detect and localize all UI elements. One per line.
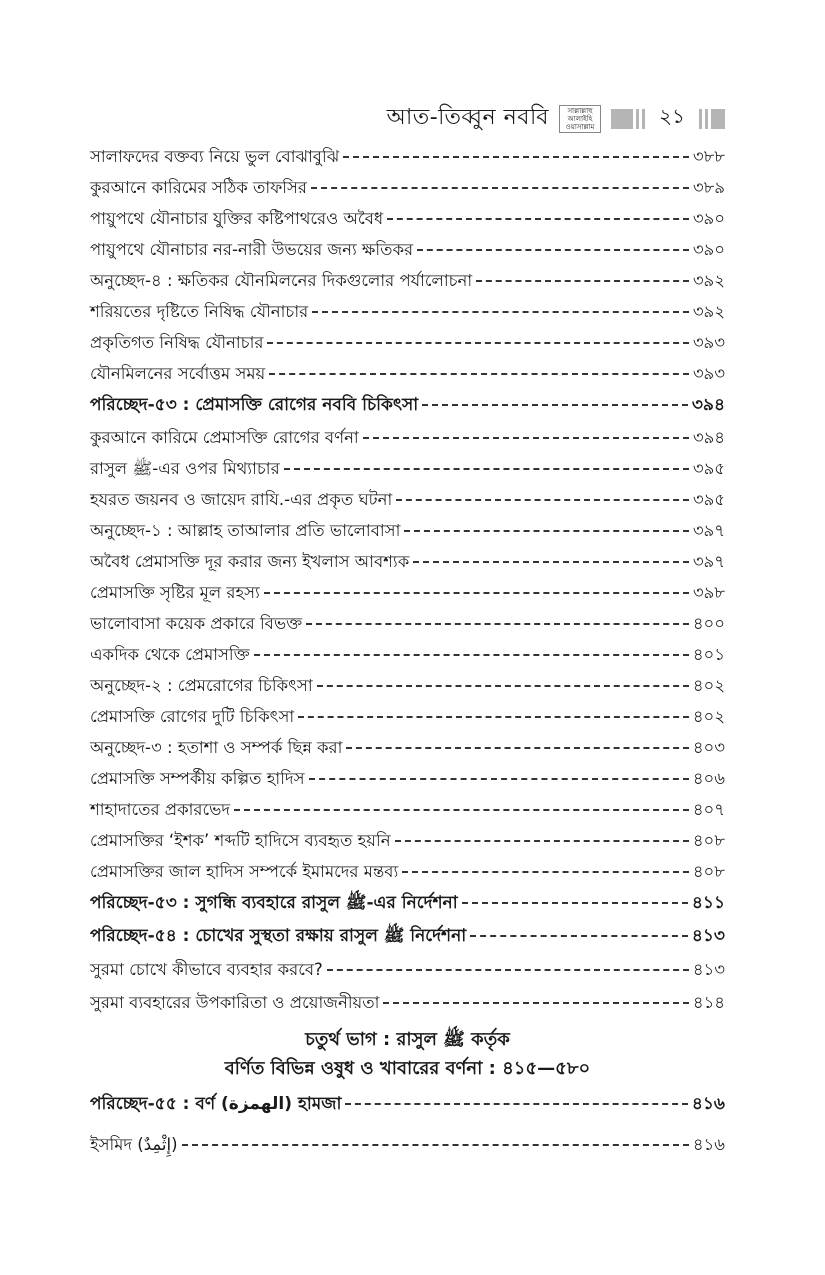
- toc-entry: [90, 986, 725, 1019]
- toc-entry: [90, 763, 725, 794]
- toc-entry-page: ৪১৪: [692, 993, 725, 1012]
- dot-leader: [422, 403, 688, 406]
- toc-entry-page: ৪০২: [692, 676, 725, 695]
- toc-entry-page: ৩৯০: [692, 240, 725, 259]
- toc-entry: [90, 577, 725, 608]
- dot-leader: [311, 186, 689, 189]
- toc-entry-label: একদিক থেকে প্রেমাসক্তি: [90, 645, 250, 664]
- toc-chapter-entry: [90, 1083, 725, 1125]
- dot-leader: [234, 808, 689, 811]
- dot-leader: [413, 560, 689, 563]
- toc-entry: [90, 953, 725, 986]
- dot-leader: [317, 684, 689, 687]
- toc-entry-page: ৪০৭: [692, 800, 725, 819]
- toc-entry-page: ৩৯৫: [692, 459, 725, 478]
- toc-entry: [90, 234, 725, 265]
- dot-leader: [470, 934, 688, 937]
- toc-entry-page: ৪০০: [692, 614, 725, 633]
- toc-entry-label: পায়ুপথে যৌনাচার যুক্তির কষ্টিপাথরেও অবৈধ: [90, 209, 384, 228]
- toc-entry-page: ৩৯৭: [692, 521, 725, 540]
- dot-leader: [345, 1102, 687, 1105]
- dot-leader: [383, 1001, 688, 1004]
- toc-entry-page: ৪০২: [692, 707, 725, 726]
- toc-entry: [90, 825, 725, 856]
- toc-entry-label: পরিচ্ছেদ-৫৩ : সুগন্ধি ব্যবহারে রাসুল ﷺ-এর নির্দেশনা: [90, 893, 458, 913]
- toc-entry-label: অনুচ্ছেদ-২ : প্রেমরোগের চিকিৎসা: [90, 676, 313, 695]
- page-number: ২১: [659, 104, 685, 128]
- dot-leader: [476, 279, 689, 282]
- toc-entry-page: ৪১৬: [692, 1135, 725, 1154]
- toc-entry: [90, 701, 725, 732]
- dot-leader: [417, 248, 689, 251]
- table-of-contents: [90, 141, 725, 1165]
- dot-leader: [182, 1143, 689, 1146]
- toc-entry-label: সুরমা চোখে কীভাবে ব্যবহার করবে?: [90, 960, 323, 979]
- toc-entry-page: ৪০১: [692, 645, 725, 664]
- toc-entry-label: সুরমা ব্যবহারের উপকারিতা ও প্রয়োজনীয়তা: [90, 993, 380, 1012]
- toc-entry-page: ৪০৮: [692, 831, 725, 850]
- toc-entry-page: ৩৯৪: [692, 428, 725, 447]
- toc-entry-label: যৌনমিলনের সর্বোত্তম সময়: [90, 364, 266, 383]
- dot-leader: [254, 653, 689, 656]
- toc-entry-page: ৩৮৮: [692, 147, 725, 166]
- dot-leader: [363, 436, 689, 439]
- toc-entry-page: ৪০৬: [692, 769, 725, 788]
- decorative-bars-right: [699, 109, 725, 129]
- toc-entry: [90, 608, 725, 639]
- dot-leader: [396, 498, 689, 501]
- toc-entry-page: ৩৯৫: [692, 490, 725, 509]
- toc-entry-page: ৪১৬: [691, 1094, 725, 1114]
- toc-entries: [90, 141, 725, 1019]
- dot-leader: [404, 529, 688, 532]
- toc-entry-label: পরিচ্ছেদ-৫৫ : বর্ণ (الهمزة) হামজা: [90, 1094, 342, 1114]
- toc-entry: [90, 141, 725, 172]
- dot-leader: [387, 217, 689, 220]
- running-header: [387, 100, 725, 137]
- dot-leader: [312, 310, 689, 313]
- toc-entry-page: ৪১৩: [692, 960, 725, 979]
- toc-entry: [90, 203, 725, 234]
- toc-entry-label: অনুচ্ছেদ-৩ : হতাশা ও সম্পর্ক ছিন্ন করা: [90, 738, 343, 757]
- dot-leader: [343, 155, 689, 158]
- toc-entry: [90, 515, 725, 546]
- dot-leader: [462, 901, 688, 904]
- book-title: আত-তিব্বুন নববি: [386, 105, 550, 130]
- toc-entry-label: অবৈধ প্রেমাসক্তি দূর করার জন্য ইখলাস আবশ্যক: [90, 552, 410, 571]
- toc-entry-label: প্রেমাসক্তির জাল হাদিস সম্পর্কে ইমামদের মন্তব্য: [90, 862, 399, 881]
- toc-entries-after-part: [90, 1083, 725, 1165]
- toc-entry-label: পায়ুপথে যৌনাচার নর-নারী উভয়ের জন্য ক্ষতিকর: [90, 240, 414, 259]
- toc-entry: [90, 484, 725, 515]
- toc-entry-label: ভালোবাসা কয়েক প্রকারে বিভক্ত: [90, 614, 303, 633]
- toc-entry-page: ৩৯২: [692, 271, 725, 290]
- toc-chapter-entry: [90, 389, 725, 422]
- toc-entry: [90, 327, 725, 358]
- toc-chapter-entry: [90, 920, 725, 953]
- toc-entry: [90, 422, 725, 453]
- toc-entry: [90, 1125, 725, 1165]
- toc-entry-page: ৩৯৩: [692, 333, 725, 352]
- toc-entry: [90, 546, 725, 577]
- toc-entry-label: ইসমিদ (إِثْمِدٌ): [90, 1135, 178, 1154]
- toc-entry-page: ৩৯৮: [692, 583, 725, 602]
- toc-entry-label: সালাফদের বক্তব্য নিয়ে ভুল বোঝাবুঝি: [90, 147, 340, 166]
- dot-leader: [327, 968, 689, 971]
- salawat-calligraphy: সাল্লাল্লাহু আলাইহি ওয়াসাল্লাম: [559, 105, 601, 133]
- toc-entry-page: ৩৯৪: [691, 395, 725, 415]
- toc-entry-page: ৩৯৩: [692, 364, 725, 383]
- toc-entry-page: ৪০৮: [692, 862, 725, 881]
- dot-leader: [395, 839, 689, 842]
- toc-entry-page: ৪১৩: [691, 926, 725, 946]
- toc-entry-label: কুরআনে কারিমের সঠিক তাফসির: [90, 178, 307, 197]
- dot-leader: [298, 715, 689, 718]
- toc-entry: [90, 358, 725, 389]
- toc-entry: [90, 732, 725, 763]
- part-heading-line1: চতুর্থ ভাগ : রাসুল ﷺ কর্তৃক: [305, 1029, 510, 1050]
- dot-leader: [346, 746, 688, 749]
- toc-entry: [90, 794, 725, 825]
- toc-entry-label: পরিচ্ছেদ-৫৪ : চোখের সুস্থতা রক্ষায় রাসুল ﷺ নির্দেশনা: [90, 926, 467, 946]
- toc-entry-label: রাসুল ﷺ-এর ওপর মিথ্যাচার: [90, 459, 280, 478]
- toc-entry: [90, 265, 725, 296]
- toc-entry-page: ৪০৩: [692, 738, 725, 757]
- dot-leader: [402, 870, 689, 873]
- toc-entry-label: প্রেমাসক্তি রোগের দুটি চিকিৎসা: [90, 707, 295, 726]
- decorative-bars-left: [611, 109, 645, 129]
- toc-entry-label: শাহাদাতের প্রকারভেদ: [90, 800, 231, 819]
- toc-entry: [90, 296, 725, 327]
- toc-entry-label: অনুচ্ছেদ-১ : আল্লাহ তাআলার প্রতি ভালোবাসা: [90, 521, 401, 540]
- toc-entry-label: অনুচ্ছেদ-৪ : ক্ষতিকর যৌনমিলনের দিকগুলোর পর্যালোচনা: [90, 271, 473, 290]
- toc-entry: [90, 856, 725, 887]
- toc-entry: [90, 172, 725, 203]
- toc-entry-label: প্রকৃতিগত নিষিদ্ধ যৌনাচার: [90, 333, 264, 352]
- toc-entry-page: ৩৯২: [692, 302, 725, 321]
- toc-entry-label: পরিচ্ছেদ-৫৩ : প্রেমাসক্তি রোগের নববি চিকিৎসা: [90, 395, 419, 415]
- toc-chapter-entry: [90, 887, 725, 920]
- dot-leader: [309, 777, 689, 780]
- toc-entry-page: ৩৮৯: [692, 178, 725, 197]
- dot-leader: [306, 622, 689, 625]
- toc-entry: [90, 453, 725, 484]
- dot-leader: [267, 341, 688, 344]
- toc-entry-label: প্রেমাসক্তির ‘ইশক’ শব্দটি হাদিসে ব্যবহৃত হয়নি: [90, 831, 391, 850]
- toc-entry-page: ৪১১: [691, 893, 725, 913]
- toc-entry-page: ৩৯৭: [692, 552, 725, 571]
- dot-leader: [264, 591, 689, 594]
- dot-leader: [269, 372, 689, 375]
- toc-entry-label: কুরআনে কারিমে প্রেমাসক্তি রোগের বর্ণনা: [90, 428, 359, 447]
- toc-entry-label: শরিয়তের দৃষ্টিতে নিষিদ্ধ যৌনাচার: [90, 302, 309, 321]
- toc-entry-label: হযরত জয়নব ও জায়েদ রাযি.-এর প্রকৃত ঘটনা: [90, 490, 393, 509]
- toc-entry-page: ৩৯০: [692, 209, 725, 228]
- dot-leader: [284, 467, 689, 470]
- toc-entry-label: প্রেমাসক্তি সম্পর্কীয় কল্পিত হাদিস: [90, 769, 305, 788]
- part-heading-line2: বর্ণিত বিভিন্ন ওষুধ ও খাবারের বর্ণনা : ৪১৫—৫৮০: [224, 1058, 591, 1079]
- toc-entry: [90, 639, 725, 670]
- toc-entry: [90, 670, 725, 701]
- toc-entry-label: প্রেমাসক্তি সৃষ্টির মূল রহস্য: [90, 583, 260, 602]
